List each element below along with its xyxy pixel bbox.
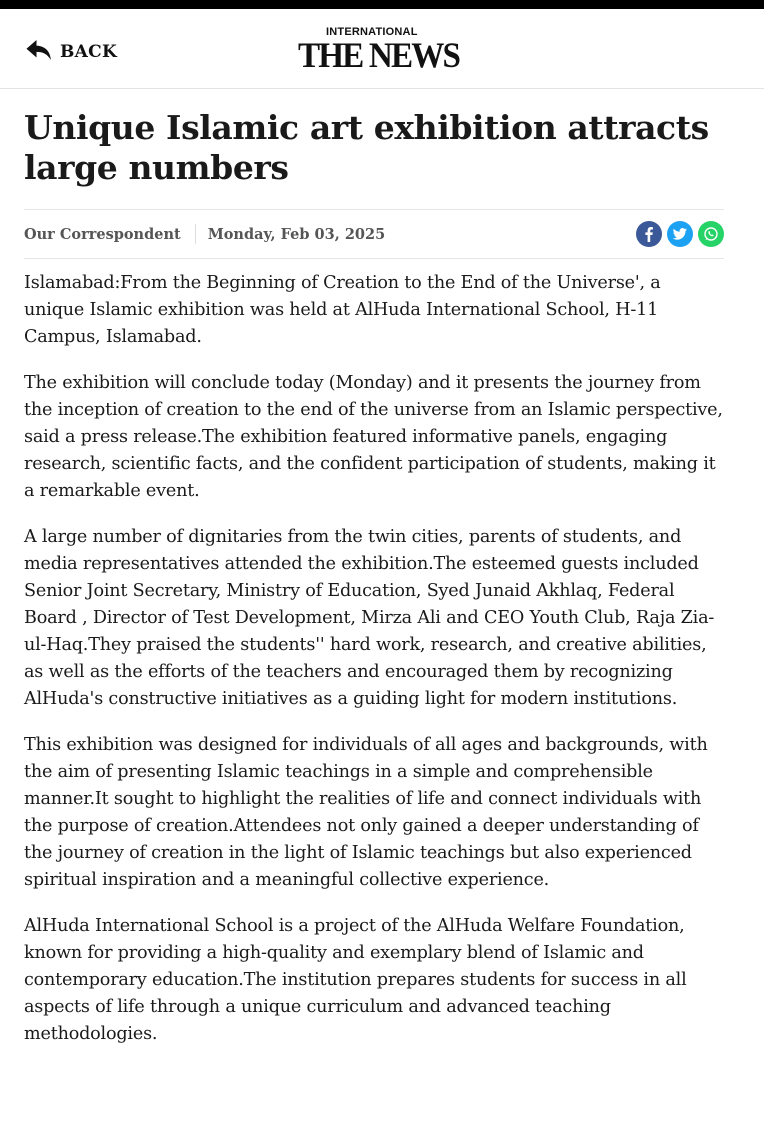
whatsapp-icon	[703, 226, 719, 242]
article-paragraph: This exhibition was designed for individuals of all ages and backgrounds, with the aim of presenting Islamic teachings in a simple and comprehensible manner.It sought to highlight the realities of life and connect individuals with the purpose of creation.Attendees not only gained a deeper understanding of the journey of creation in the light of Islamic teachings but also experienced spiritual inspiration and a meaningful collective experience.	[24, 735, 708, 890]
logo-international: INTERNATIONAL	[326, 26, 418, 38]
article-paragraph: Islamabad:From the Beginning of Creation to the End of the Universe', a unique Islamic exhibition was held at AlHuda International School, H-11 Campus, Islamabad.	[24, 273, 661, 347]
back-button[interactable]	[24, 35, 117, 65]
site-header	[0, 9, 764, 89]
twitter-icon	[672, 226, 688, 242]
author-name: Our Correspondent	[24, 225, 181, 243]
back-arrow-icon	[24, 35, 54, 65]
article-paragraph: A large number of dignitaries from the twin cities, parents of students, and media representatives attended the exhibition.The esteemed guests included Senior Joint Secretary, Ministry of Education, Syed Junaid Akhlaq, Federal Board , Director of Test Development, Mirza Ali and CEO Youth Club, Raja Zia-ul-Haq.They praised the students'' hard work, research, and creative abilities, as well as the efforts of the teachers and encouraged them by recognizing AlHuda's constructive initiatives as a guiding light for modern institutions.	[24, 527, 715, 709]
publish-date: Monday, Feb 03, 2025	[207, 225, 386, 243]
site-logo[interactable]	[298, 26, 460, 78]
facebook-icon	[641, 226, 657, 242]
article-header	[24, 108, 724, 188]
article-paragraph: AlHuda International School is a project of the AlHuda Welfare Foundation, known for providing a high-quality and exemplary blend of Islamic and contemporary education.The institution prepares students for success in all aspects of life through a unique curriculum and advanced teaching methodologies.	[24, 916, 687, 1044]
back-label: BACK	[60, 42, 118, 62]
logo-the-news: THE NEWS	[298, 35, 460, 75]
share-twitter-button[interactable]	[667, 221, 693, 247]
share-facebook-button[interactable]	[636, 221, 662, 247]
article-body	[24, 270, 724, 1067]
article-paragraph: The exhibition will conclude today (Monday) and it presents the journey from the inception of creation to the end of the universe from an Islamic perspective, said a press release.The exhibition featured informative panels, engaging research, scientific facts, and the confident participation of students, making it a remarkable event.	[24, 373, 723, 501]
meta-divider	[195, 224, 196, 244]
share-buttons	[636, 221, 724, 247]
article-meta	[24, 209, 724, 259]
status-bar	[0, 0, 764, 9]
article-headline: Unique Islamic art exhibition attracts large numbers	[24, 108, 709, 187]
share-whatsapp-button[interactable]	[698, 221, 724, 247]
